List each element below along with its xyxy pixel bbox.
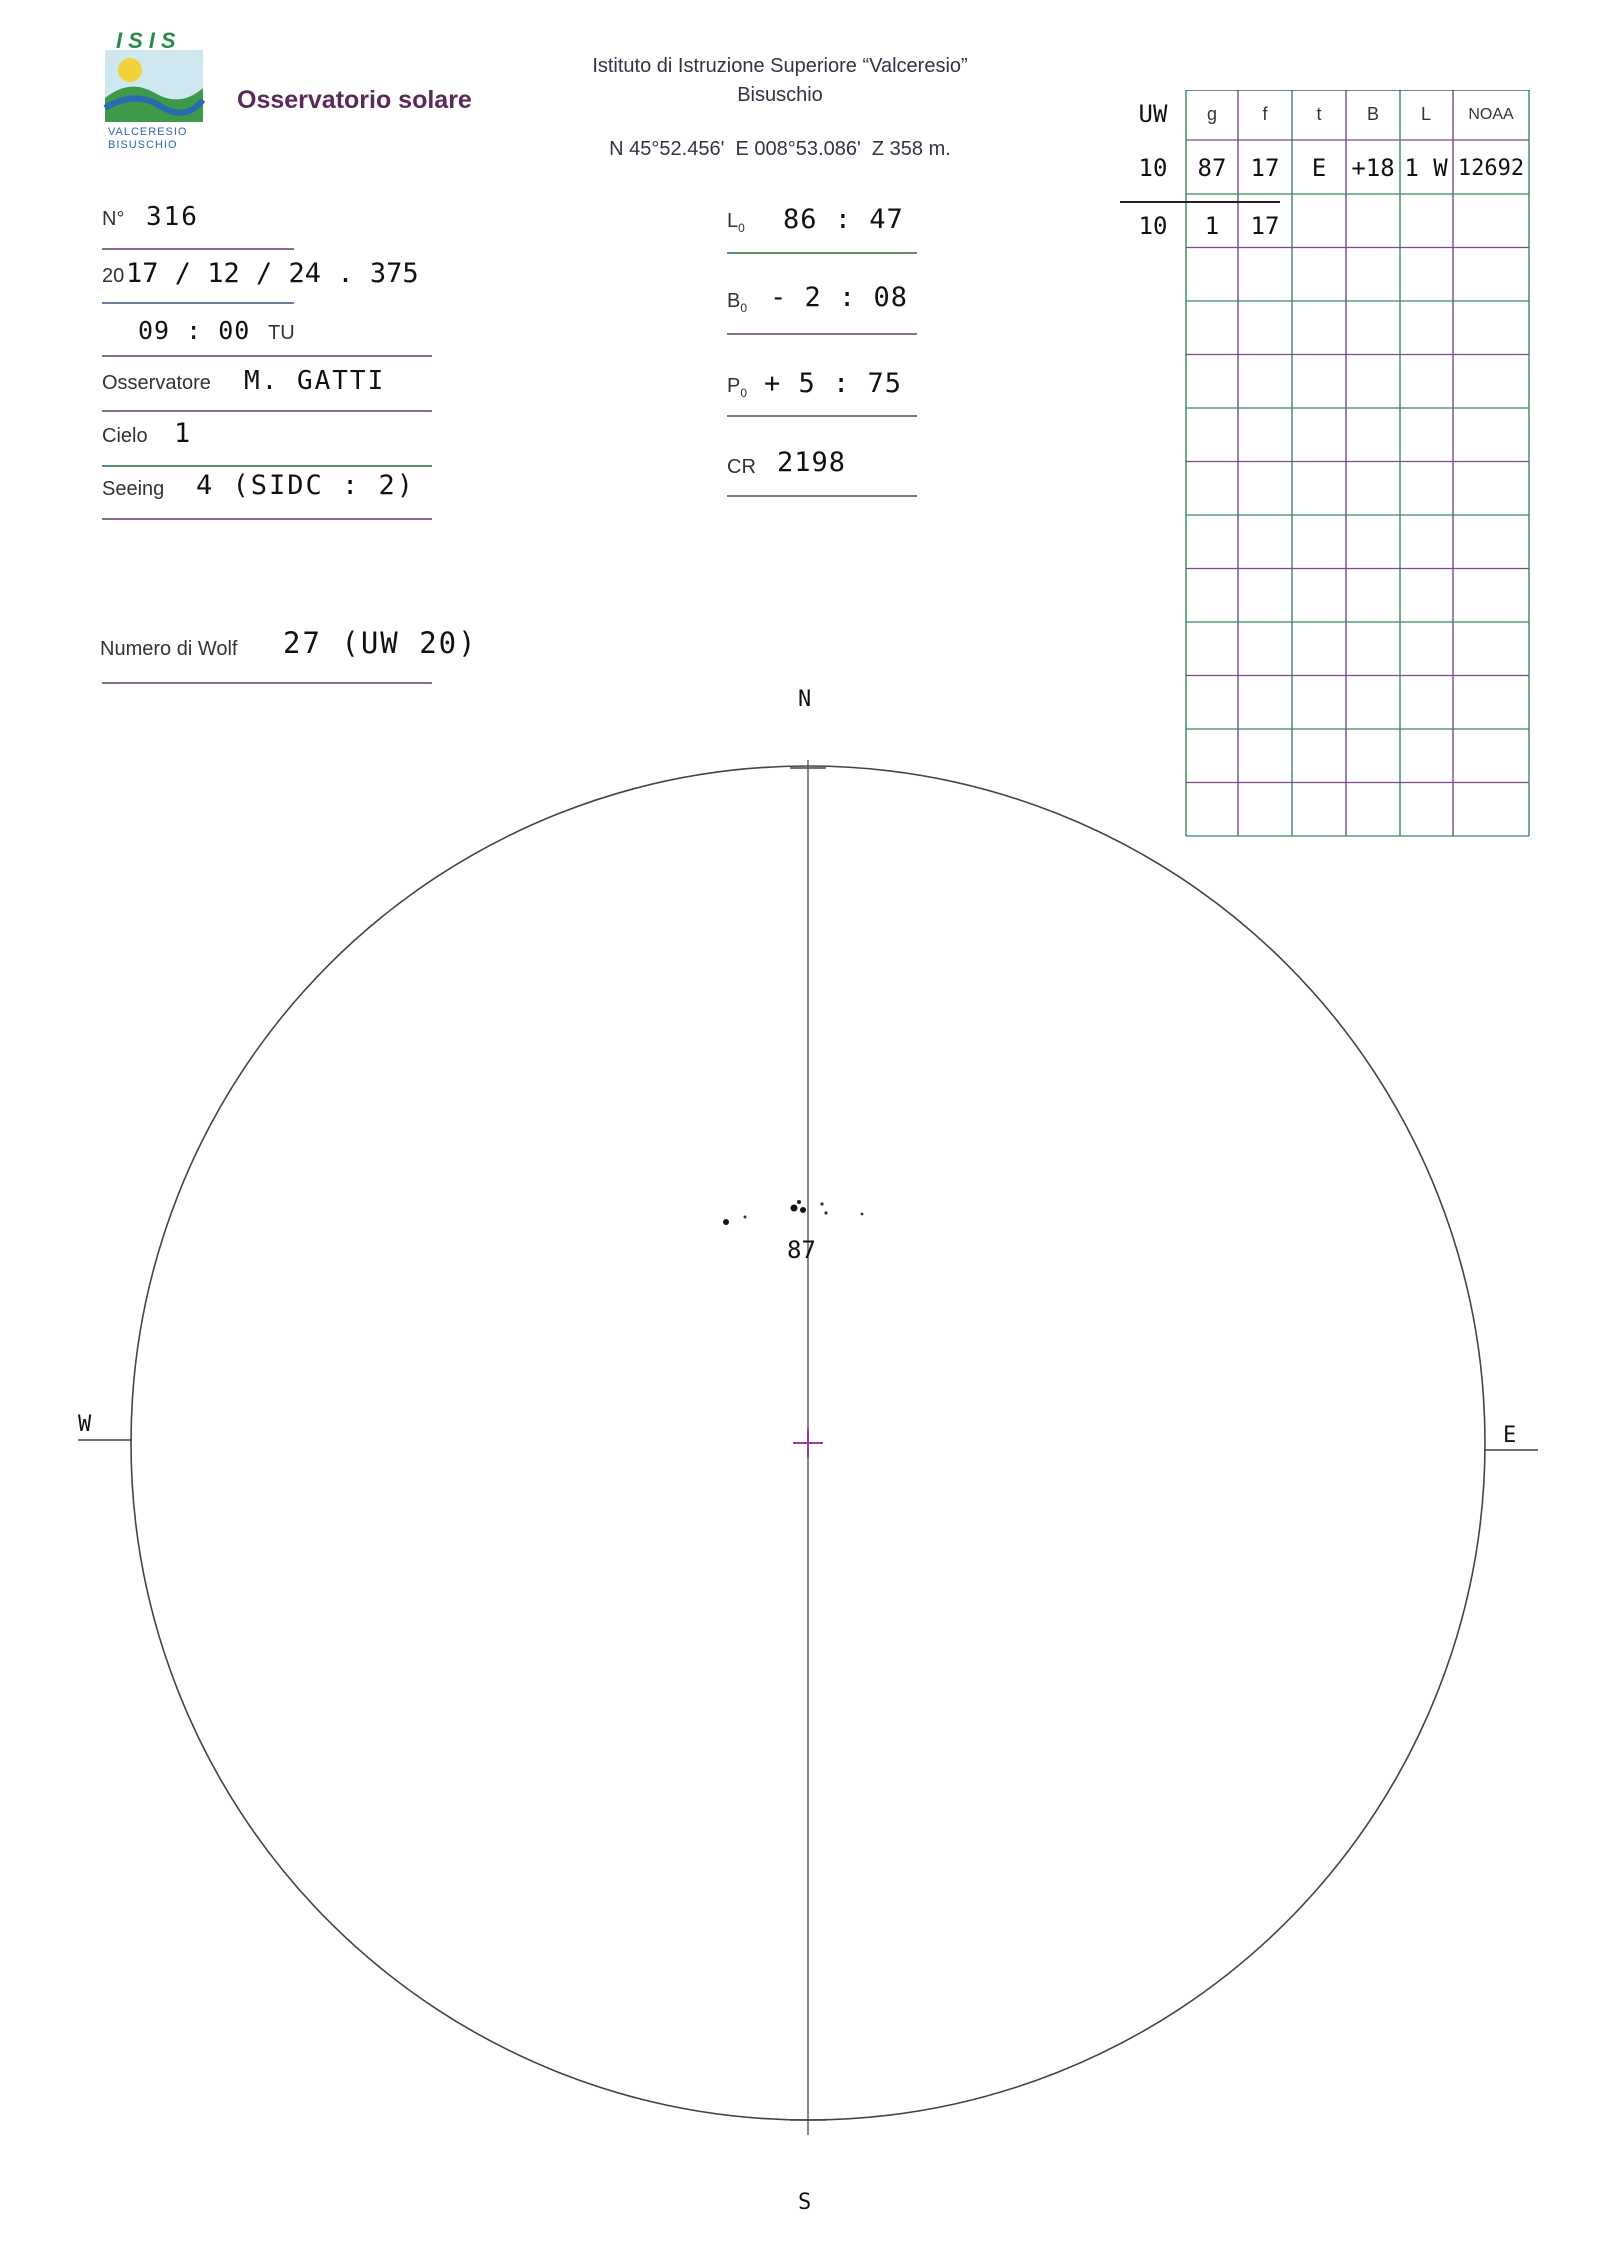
time-unit: TU	[268, 322, 295, 344]
table-header-cell: g	[1206, 104, 1217, 125]
observatory-title: Osservatorio solare	[237, 86, 472, 114]
l0-value: 86 : 47	[783, 204, 904, 235]
b0-subscript: 0	[740, 301, 748, 315]
number-label: N°	[102, 208, 125, 230]
l0-letter: L	[727, 210, 739, 232]
sky-value: 1	[174, 418, 193, 449]
table-cell: 17	[1250, 212, 1280, 241]
west-label: W	[78, 1412, 94, 1437]
date-prefix: 20	[102, 265, 125, 287]
logo-caption-bottom: BISUSCHIO	[108, 139, 178, 151]
table-cell: 10	[1138, 212, 1168, 241]
b0-letter: B	[727, 290, 741, 312]
table-cell: E	[1311, 154, 1327, 183]
table-cell: 87	[1197, 154, 1227, 183]
table-header-cell: B	[1366, 104, 1379, 125]
sunspot	[861, 1213, 864, 1216]
l0-subscript: 0	[738, 221, 745, 235]
table-cell: 1	[1204, 212, 1220, 241]
cr-label: CR	[727, 456, 756, 478]
observer-value: M. GATTI	[244, 366, 386, 396]
sunspot	[791, 1205, 798, 1212]
table-cell: 1 W	[1404, 154, 1448, 183]
seeing-value: 4 (SIDC : 2)	[196, 470, 416, 501]
wolf-label: Numero di Wolf	[100, 638, 238, 660]
wolf-value: 27 (UW 20)	[283, 626, 478, 660]
table-header-cell: L	[1420, 104, 1431, 125]
table-cell: 10	[1138, 154, 1168, 183]
p0-subscript: 0	[740, 386, 748, 400]
table-header-cell: f	[1262, 104, 1268, 125]
seeing-label: Seeing	[102, 478, 165, 500]
logo-text: ISIS	[116, 28, 182, 53]
observer-label: Osservatore	[102, 372, 211, 394]
center-cross	[793, 1428, 823, 1458]
east-label: E	[1503, 1423, 1519, 1448]
b0-value: - 2 : 08	[770, 282, 909, 313]
sunspot	[820, 1202, 823, 1205]
sunspot-group-87	[723, 1200, 863, 1225]
institute-town: Bisuschio	[737, 84, 823, 106]
table-cell: UW	[1138, 100, 1168, 129]
table-cell: 17	[1250, 154, 1280, 183]
institute-name: Istituto di Istruzione Superiore “Valceresio”	[592, 55, 968, 77]
sky-label: Cielo	[102, 425, 148, 447]
south-label: S	[798, 2190, 814, 2215]
logo-caption-top: VALCERESIO	[108, 126, 188, 138]
sunspot	[824, 1211, 827, 1214]
sunspot	[800, 1207, 806, 1213]
sunspot	[744, 1216, 747, 1219]
date-value: 17 / 12 / 24 . 375	[126, 258, 419, 289]
sunspot	[797, 1200, 801, 1204]
table-cell: 12692	[1457, 155, 1525, 181]
number-value: 316	[146, 202, 199, 232]
p0-letter: P	[727, 375, 741, 397]
observatory-coordinates: N 45°52.456' E 008°53.086' Z 358 m.	[609, 138, 951, 160]
p0-value: + 5 : 75	[764, 368, 903, 399]
cr-value: 2198	[777, 447, 847, 478]
table-cell: +18	[1351, 154, 1395, 183]
sunspot-group-label: 87	[787, 1236, 816, 1264]
table-header-cell: NOAA	[1468, 105, 1514, 123]
time-value: 09 : 00	[138, 316, 251, 345]
table-header-cell: t	[1316, 104, 1322, 125]
sunspot	[723, 1219, 729, 1225]
north-label: N	[798, 687, 814, 712]
